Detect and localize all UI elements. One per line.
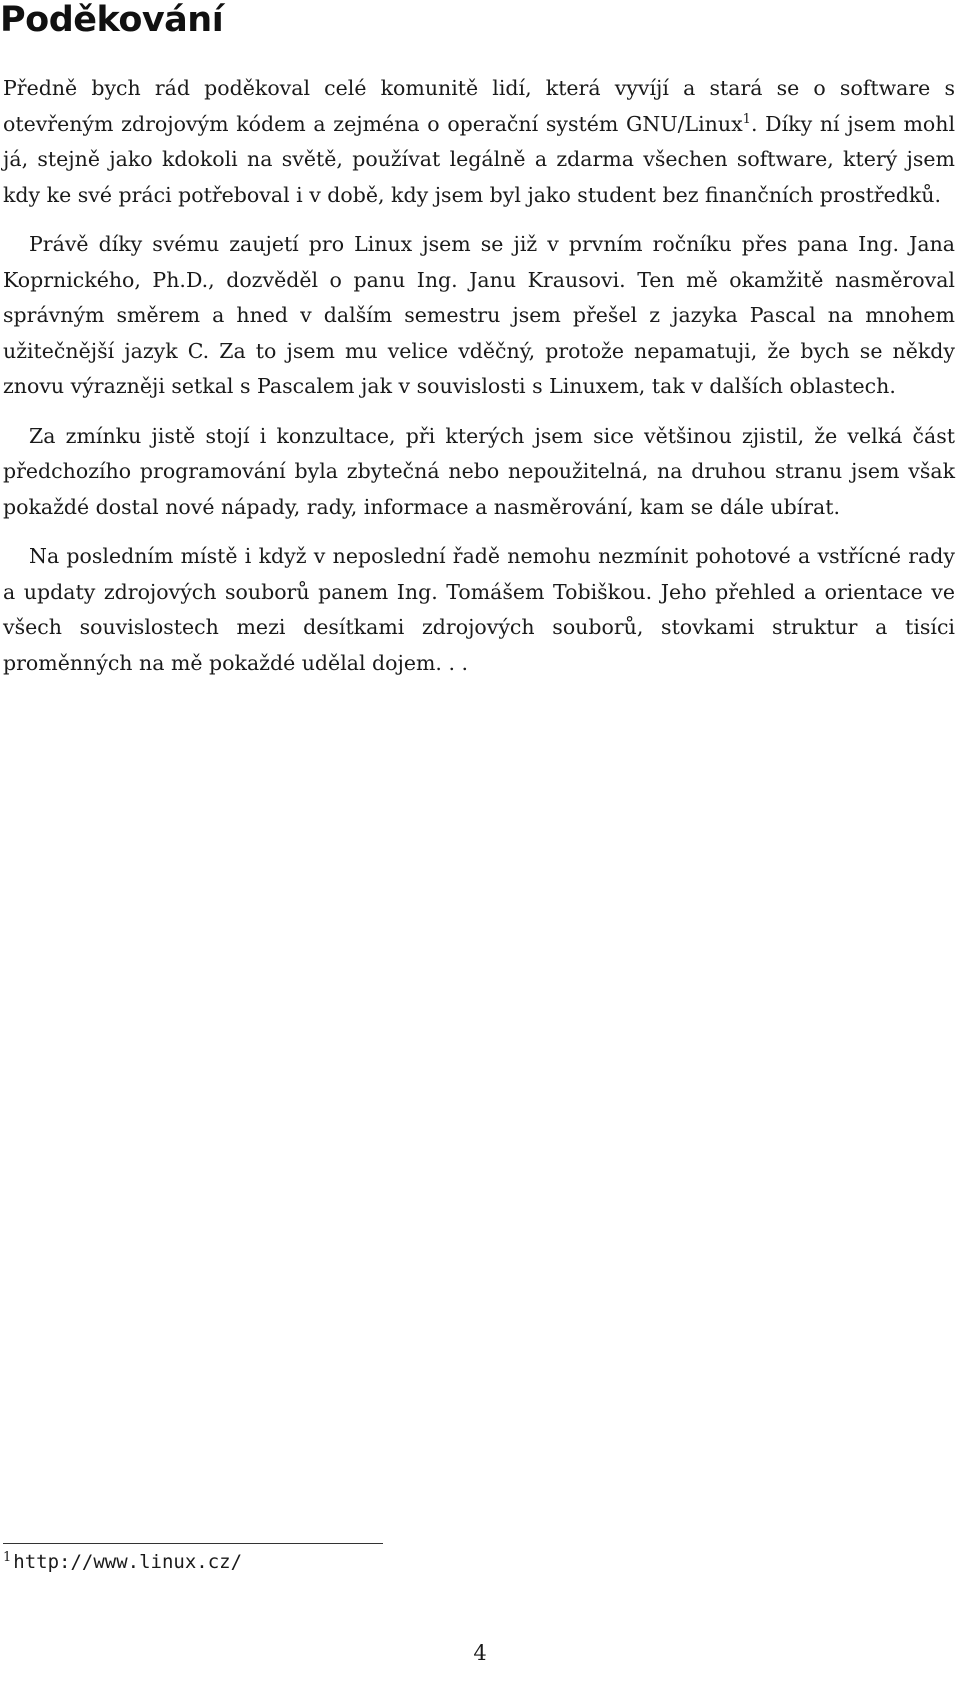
paragraph-community-text-1: Předně bych rád poděkoval celé komunitě lidí, která vyvíjí a stará se o software s otevřeným zdrojovým kódem a zejména o operační systém GNU/Linux — [3, 76, 955, 136]
page-title: Poděkování — [0, 0, 224, 40]
page-number: 4 — [473, 1641, 487, 1665]
footnote-link[interactable]: http://www.linux.cz/ — [13, 1551, 243, 1573]
paragraph-consultations: Za zmínku jistě stojí i konzultace, při kterých jsem sice většinou zjistil, že velká část předchozího programování byla zbytečná nebo nepoužitelná, na druhou stranu jsem však pokaždé dostal nové nápady, rady, informace a nasměrování, kam se dále ubírat. — [3, 423, 955, 519]
footnote-divider — [3, 1543, 383, 1544]
footnote-mark: 1 — [742, 111, 751, 127]
footnote — [3, 1549, 242, 1575]
paragraph-final-thanks: Na posledním místě i když v neposlední řadě nemohu nezmínit pohotové a vstřícné rady a updaty zdrojových souborů panem Ing. Tomášem Tobiškou. Jeho přehled a orientace ve všech souvislostech mezi desítkami zdrojových souborů, stovkami struktur a tisíci proměnných na mě pokaždé udělal dojem. . . — [3, 544, 955, 675]
paragraph-linux-teachers: Právě díky svému zaujetí pro Linux jsem se již v prvním ročníku přes pana Ing. Jana Koprnického, Ph.D., dozvěděl o panu Ing. Janu Krausovi. Ten mě okamžitě nasměroval správným směrem a hned v dalším semestru jsem přešel z jazyka Pascal na mnohem užitečnější jazyk C. Za to jsem mu velice vděčný, protože nepamatuji, že bych se někdy znovu výrazněji setkal s Pascalem jak v souvislosti s Linuxem, tak v dalších oblastech. — [3, 232, 955, 398]
body-text — [3, 71, 955, 695]
paragraph-community — [3, 71, 955, 213]
footnote-number: 1 — [3, 1549, 12, 1565]
paragraph-community-text-2: . Díky ní jsem mohl já, stejně jako kdokoli na světě, používat legálně a zdarma všechen software, který jsem kdy ke své práci potřeboval i v době, kdy jsem byl jako student bez finančních prostředků. — [3, 111, 955, 207]
